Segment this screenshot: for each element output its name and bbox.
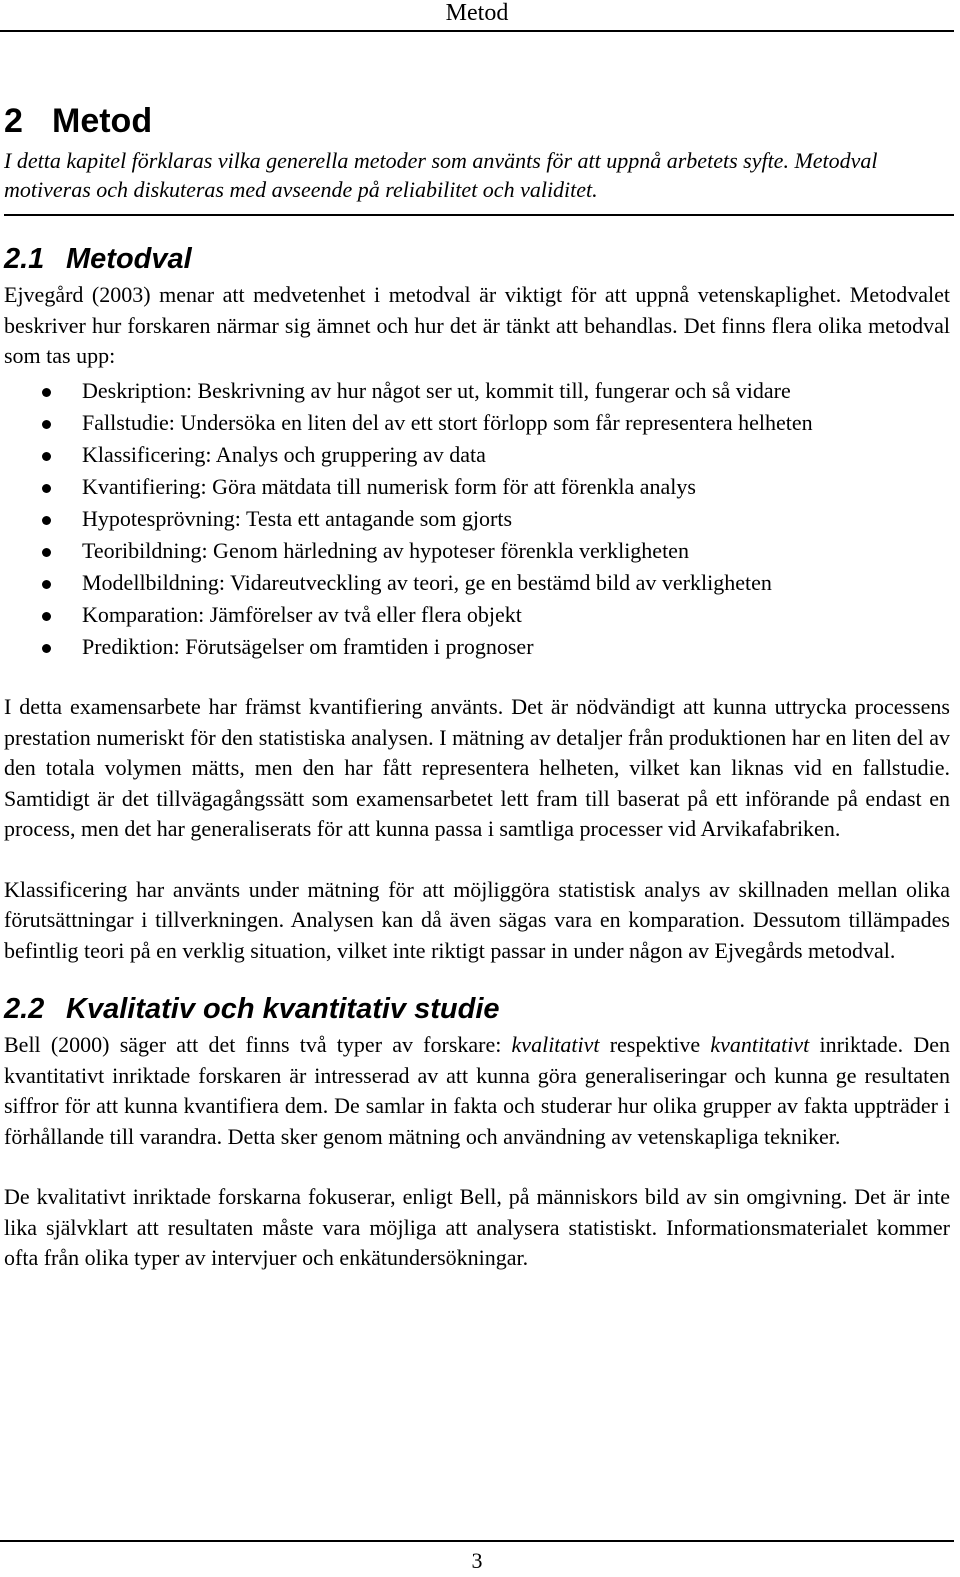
chapter-intro: I detta kapitel förklaras vilka generella metoder som använts för att uppnå arbetets syfte. Metodval motiveras och diskuteras med avseende på reliabilitet och validitet. xyxy=(4,146,954,216)
text-run: respektive xyxy=(599,1032,711,1057)
section-heading-kvalitativ-kvantitativ xyxy=(4,990,950,1028)
chapter-title: Metod xyxy=(52,102,153,140)
bullet-icon xyxy=(42,580,51,589)
bullet-icon xyxy=(42,420,51,429)
list-item-text: Prediktion: Förutsägelser om framtiden i prognoser xyxy=(82,633,534,659)
list-item xyxy=(4,376,950,407)
list-item xyxy=(4,440,950,471)
list-item xyxy=(4,504,950,535)
list-item xyxy=(4,536,950,567)
list-item xyxy=(4,472,950,503)
bullet-icon xyxy=(42,452,51,461)
chapter-heading xyxy=(4,98,950,144)
metodval-paragraph-1: I detta examensarbete har främst kvantifiering använts. Det är nödvändigt att kunna uttrycka processens prestation numeriskt för den statistiska analysen. I mätning av detaljer från produktionen har en liten del av den totala volymen mätts, men den har fått representera helheten, vilket kan liknas vid en fallstudie. Samtidigt är det tillvägagångssätt som examensarbetet lett fram till baserat på ett införande på endast en process, men det har generaliserats för att kunna passa i samtliga processer vid Arvikafabriken. xyxy=(4,694,950,841)
list-item-text: Modellbildning: Vidareutveckling av teori, ge en bestämd bild av verkligheten xyxy=(82,569,772,595)
list-item xyxy=(4,408,950,439)
study-paragraph-2: De kvalitativt inriktade forskarna fokuserar, enligt Bell, på människors bild av sin omgivning. Det är inte lika självklart att resultaten måste vara möjliga att analysera statistiskt. Informationsmaterialet kommer ofta från olika typer av intervjuer och enkätundersökningar. xyxy=(4,1184,950,1270)
bullet-icon xyxy=(42,548,51,557)
list-item-text: Klassificering: Analys och gruppering av data xyxy=(82,441,486,467)
list-item-text: Teoribildning: Genom härledning av hypoteser förenkla verkligheten xyxy=(82,537,689,563)
text-run: inriktade. Den kvantitativt inriktade forskaren är intresserad av att kunna göra generaliseringar och kunna ge resultaten siffror för att kunna kvantifiera dem. De samlar in fakta och studerar hur olika grupper av fakta uppträder i förhållande till varandra. Detta sker genom mätning och användning av vetenskapliga tekniker. xyxy=(4,1032,951,1149)
section-heading-metodval xyxy=(4,240,950,278)
list-item-text: Kvantifiering: Göra mätdata till numerisk form för att förenkla analys xyxy=(82,473,696,499)
bullet-icon xyxy=(42,484,51,493)
metodval-lead-paragraph: Ejvegård (2003) menar att medvetenhet i metodval är viktigt för att uppnå vetenskaplighet. Metodvalet beskriver hur forskaren närmar sig ämnet och hur det är tänkt att behandlas. Det finns flera olika metodval som tas upp: xyxy=(4,282,950,368)
section-title: Kvalitativ och kvantitativ studie xyxy=(66,993,500,1025)
list-item-text: Komparation: Jämförelser av två eller flera objekt xyxy=(82,601,522,627)
method-list xyxy=(4,376,950,663)
list-item xyxy=(4,632,950,663)
bullet-icon xyxy=(42,388,51,397)
section-title: Metodval xyxy=(66,243,192,275)
list-item-text: Deskription: Beskrivning av hur något ser ut, kommit till, fungerar och så vidare xyxy=(82,377,791,403)
section-number: 2.1 xyxy=(4,243,45,275)
page-number: 3 xyxy=(0,1540,954,1576)
emphasis-kvalitativt: kvalitativt xyxy=(511,1032,600,1057)
section-number: 2.2 xyxy=(4,993,45,1025)
page-content xyxy=(4,98,950,1274)
text-run: Bell (2000) säger att det finns två typer av forskare: xyxy=(4,1032,512,1057)
bullet-icon xyxy=(42,612,51,621)
bullet-icon xyxy=(42,644,51,653)
study-paragraph-1 xyxy=(4,1030,950,1152)
list-item-text: Hypotesprövning: Testa ett antagande som gjorts xyxy=(82,505,513,531)
running-header: Metod xyxy=(0,0,954,32)
chapter-number: 2 xyxy=(4,102,23,140)
emphasis-kvantitativt: kvantitativt xyxy=(710,1032,810,1057)
list-item xyxy=(4,600,950,631)
list-item xyxy=(4,568,950,599)
metodval-paragraph-2: Klassificering har använts under mätning för att möjliggöra statistisk analys av skillnaden mellan olika förutsättningar i tillverkningen. Analysen kan då även sägas vara en komparation. Dessutom tillämpades befintlig teori på en verklig situation, vilket inte riktigt passar in under någon av Ejvegårds metodval. xyxy=(4,876,950,963)
list-item-text: Fallstudie: Undersöka en liten del av ett stort förlopp som får representera helheten xyxy=(82,409,813,435)
bullet-icon xyxy=(42,516,51,525)
